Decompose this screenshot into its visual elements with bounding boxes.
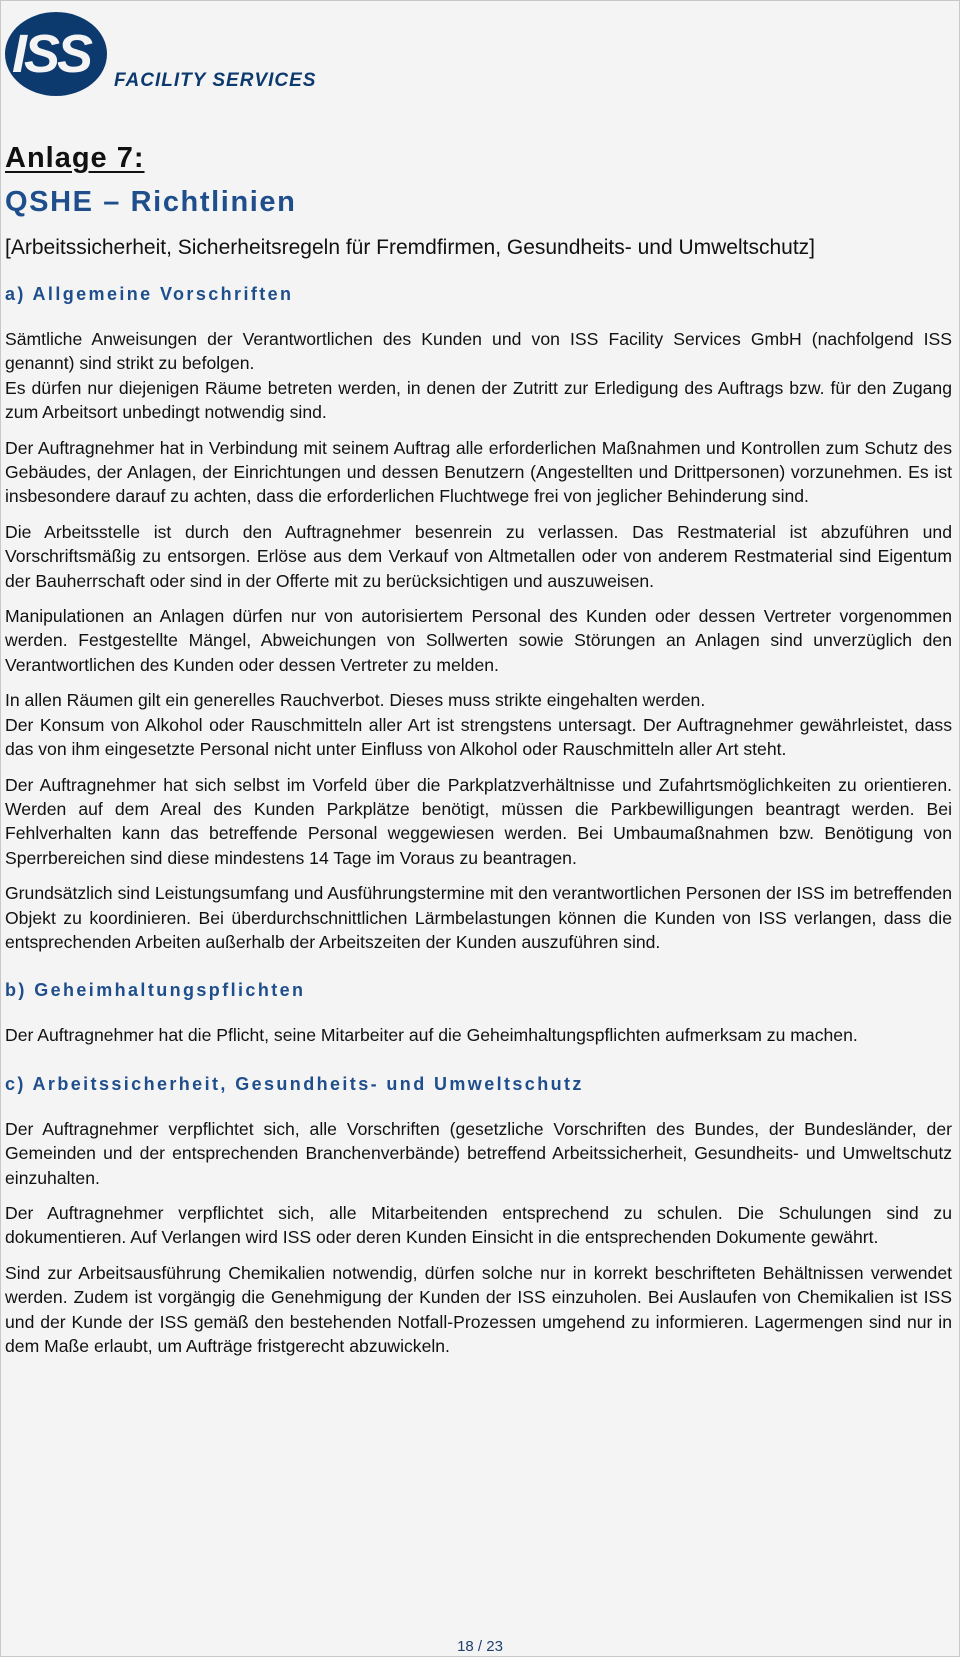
paragraph: Der Konsum von Alkohol oder Rauschmitteln aller Art ist strengstens untersagt. Der Auftragnehmer gewährleistet, dass das von ihm eingesetzte Personal nicht unter Einfluss von Alkohol oder Rauschmitteln aller Art steht. (5, 714, 952, 760)
subtitle: [Arbeitssicherheit, Sicherheitsregeln für Fremdfirmen, Gesundheits- und Umweltschutz] (5, 236, 815, 259)
page-title: QSHE – Richtlinien (5, 186, 297, 218)
paragraph: Der Auftragnehmer verpflichtet sich, alle Vorschriften (gesetzliche Vorschriften des Bundes, der Bundesländer, der Gemeinden und der entsprechenden Branchenverbände) betreffend Arbeitssicherheit, Gesundheits- und Umweltschutz einzuhalten. (5, 1118, 952, 1188)
paragraph: In allen Räumen gilt ein generelles Rauchverbot. Dieses muss strikte eingehalten werden. (5, 690, 706, 711)
section-heading-b: b) Geheimhaltungspflichten (5, 980, 306, 1001)
annex-label: Anlage 7: (5, 142, 145, 174)
section-heading-a: a) Allgemeine Vorschriften (5, 284, 294, 304)
paragraph: Der Auftragnehmer hat die Pflicht, seine Mitarbeiter auf die Geheimhaltungspflichten aufmerksam zu machen. (5, 1025, 858, 1046)
document-body (5, 140, 952, 1358)
svg-text:ISS: ISS (12, 24, 91, 84)
paragraph: Sind zur Arbeitsausführung Chemikalien notwendig, dürfen solche nur in korrekt beschrifteten Behältnissen verwendet werden. Zudem ist vorgängig die Genehmigung der Kunden der ISS einzuholen. Bei Auslaufen von Chemikalien ist ISS und der Kunde der ISS gemäß den bestehenden Notfall-Prozessen umgehend zu informieren. Lagermengen sind nur in dem Maße erlaubt, um Aufträge fristgerecht abzuwickeln. (5, 1262, 952, 1356)
svg-text:FACILITY SERVICES: FACILITY SERVICES (114, 70, 317, 91)
paragraph: Der Auftragnehmer hat sich selbst im Vorfeld über die Parkplatzverhältnisse und Zufahrtsmöglichkeiten zu orientieren. Werden auf dem Areal des Kunden Parkplätze benötigt, müssen die Parkbewilligungen beantragt werden. Bei Fehlverhalten kann das betreffende Personal weggewiesen werden. Bei Umbaumaßnahmen bzw. Benötigung von Sperrbereichen sind diese mindestens 14 Tage im Voraus zu beantragen. (5, 774, 952, 868)
section-heading-c: c) Arbeitssicherheit, Gesundheits- und Umweltschutz (5, 1073, 584, 1094)
paragraph: Manipulationen an Anlagen dürfen nur von autorisiertem Personal des Kunden oder dessen Vertreter vorgenommen werden. Festgestellte Mängel, Abweichungen von Sollwerten sowie Störungen an Anlagen sind unverzüglich den Verantwortlichen des Kunden oder dessen Vertreter zu melden. (5, 606, 952, 675)
iss-logo (4, 6, 364, 98)
paragraph: Es dürfen nur diejenigen Räume betreten werden, in denen der Zutritt zur Erledigung des Auftrags bzw. für den Zugang zum Arbeitsort unbedingt notwendig sind. (5, 377, 952, 423)
paragraph: Der Auftragnehmer hat in Verbindung mit seinem Auftrag alle erforderlichen Maßnahmen und Kontrollen zum Schutz des Gebäudes, der Anlagen, der Einrichtungen und dessen Benutzern (Angestellten und Drittpersonen) vorzunehmen. Es ist insbesondere darauf zu achten, dass die erforderlichen Fluchtwege frei von jeglicher Behinderung sind. (5, 437, 952, 507)
paragraph: Sämtliche Anweisungen der Verantwortlichen des Kunden und von ISS Facility Services GmbH (nachfolgend ISS genannt) sind strikt zu befolgen. (5, 329, 952, 374)
paragraph: Der Auftragnehmer verpflichtet sich, alle Mitarbeitenden entsprechend zu schulen. Die Schulungen sind zu dokumentieren. Auf Verlangen wird ISS oder deren Kunden Einsicht in die entsprechenden Dokumente gewährt. (5, 1202, 952, 1248)
paragraph: Grundsätzlich sind Leistungsumfang und Ausführungstermine mit den verantwortlichen Personen der ISS im betreffenden Objekt zu koordinieren. Bei überdurchschnittlichen Lärmbelastungen können die Kunden von ISS verlangen, dass die entsprechenden Arbeiten außerhalb der Arbeitszeiten der Kunden auszuführen sind. (5, 883, 952, 952)
page-number: 18 / 23 (457, 1638, 503, 1655)
paragraph: Die Arbeitsstelle ist durch den Auftragnehmer besenrein zu verlassen. Das Restmaterial ist abzuführen und Vorschriftsmäßig zu entsorgen. Erlöse aus dem Verkauf von Altmetallen oder von anderem Restmaterial sind Eigentum der Bauherrschaft oder sind in der Offerte mit zu berücksichtigen und auszuweisen. (5, 521, 952, 591)
